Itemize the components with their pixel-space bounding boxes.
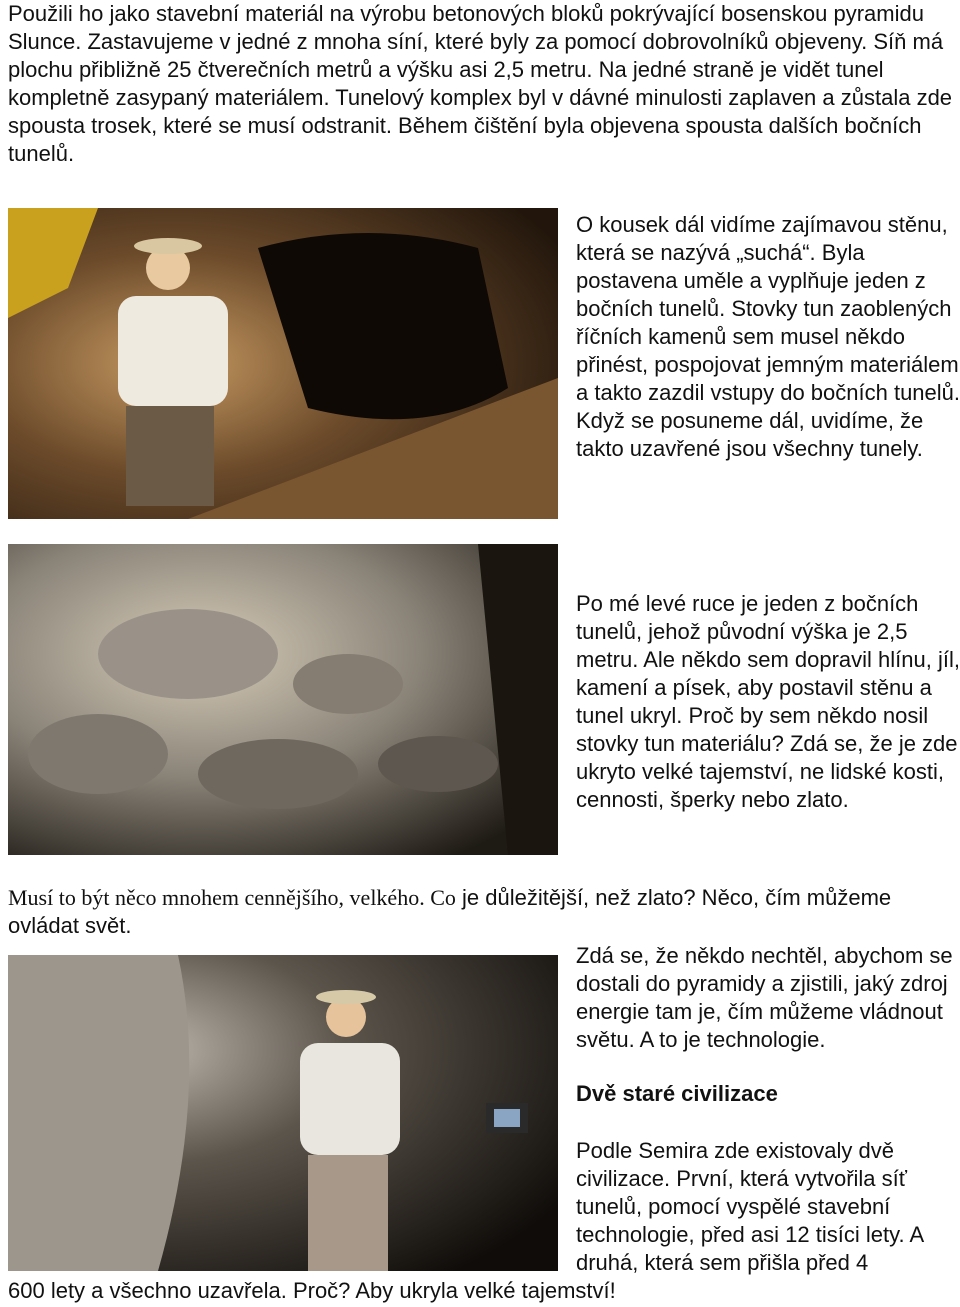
man-with-camera-photo: [8, 955, 558, 1271]
energy-source-paragraph: Zdá se, že někdo nechtěl, abychom se dostali do pyramidy a zjistili, jaký zdroj energie tam je, čím můžeme vládnout světu. A to je technologie.: [576, 943, 953, 1052]
intro-paragraph: Použili ho jako stavební materiál na výrobu betonových bloků pokrývající bosenskou pyramidu Slunce. Zastavujeme v jedné z mnoha síní, které byly za pomocí dobrovolníků objeveny. Síň má plochu přibližně 25 čtverečních metrů a výšku asi 2,5 metru. Na jedné straně je vidět tunel kompletně zasypaný materiálem. Tunelový komplex byl v dávné minulosti zaplaven a zůstala zde spousta trosek, které se musí odstranit. Během čištění byla objevena spousta dalších bočních tunelů.: [8, 1, 953, 166]
sans-text-part: je důležitější, než zlato? Něco, čím můžeme ovládat svět.: [8, 885, 892, 938]
closing-line: 600 lety a všechno uzavřela. Proč? Aby ukryla velké tajemství!: [8, 1278, 616, 1303]
tunnel-photo-man-in-hat: [8, 208, 558, 519]
section-heading: Dvě staré civilizace: [576, 1081, 778, 1106]
valuable-question-paragraph: [8, 884, 953, 940]
dry-wall-paragraph: O kousek dál vidíme zajímavou stěnu, která se nazývá „suchá“. Byla postavena uměle a vyplňuje jeden z bočních tunelů. Stovky tun zaoblených říčních kamenů sem musel někdo přinést, pospojovat jemným materiálem a takto zazdil vstupy do bočních tunelů. Když se posuneme dál, uvidíme, že takto uzavřené jsou všechny tunely.: [576, 212, 960, 461]
serif-text-part: Musí to být něco mnohem cennějšího, velkého. Co: [8, 885, 456, 910]
stone-wall-photo: [8, 544, 558, 855]
side-tunnel-paragraph: Po mé levé ruce je jeden z bočních tunelů, jehož původní výška je 2,5 metru. Ale někdo sem dopravil hlínu, jíl, kamení a písek, aby postavil stěnu a tunel ukryl. Proč by sem někdo nosil stovky tun materiálu? Zdá se, že je zde ukryto velké tajemství, ne lidské kosti, cennosti, šperky nebo zlato.: [576, 591, 960, 812]
two-civilizations-paragraph: Podle Semira zde existovaly dvě civilizace. První, která vytvořila síť tunelů, pomocí vyspělé stavební technologie, před asi 12 tisíci lety. A druhá, která sem přišla před 4: [576, 1138, 923, 1275]
